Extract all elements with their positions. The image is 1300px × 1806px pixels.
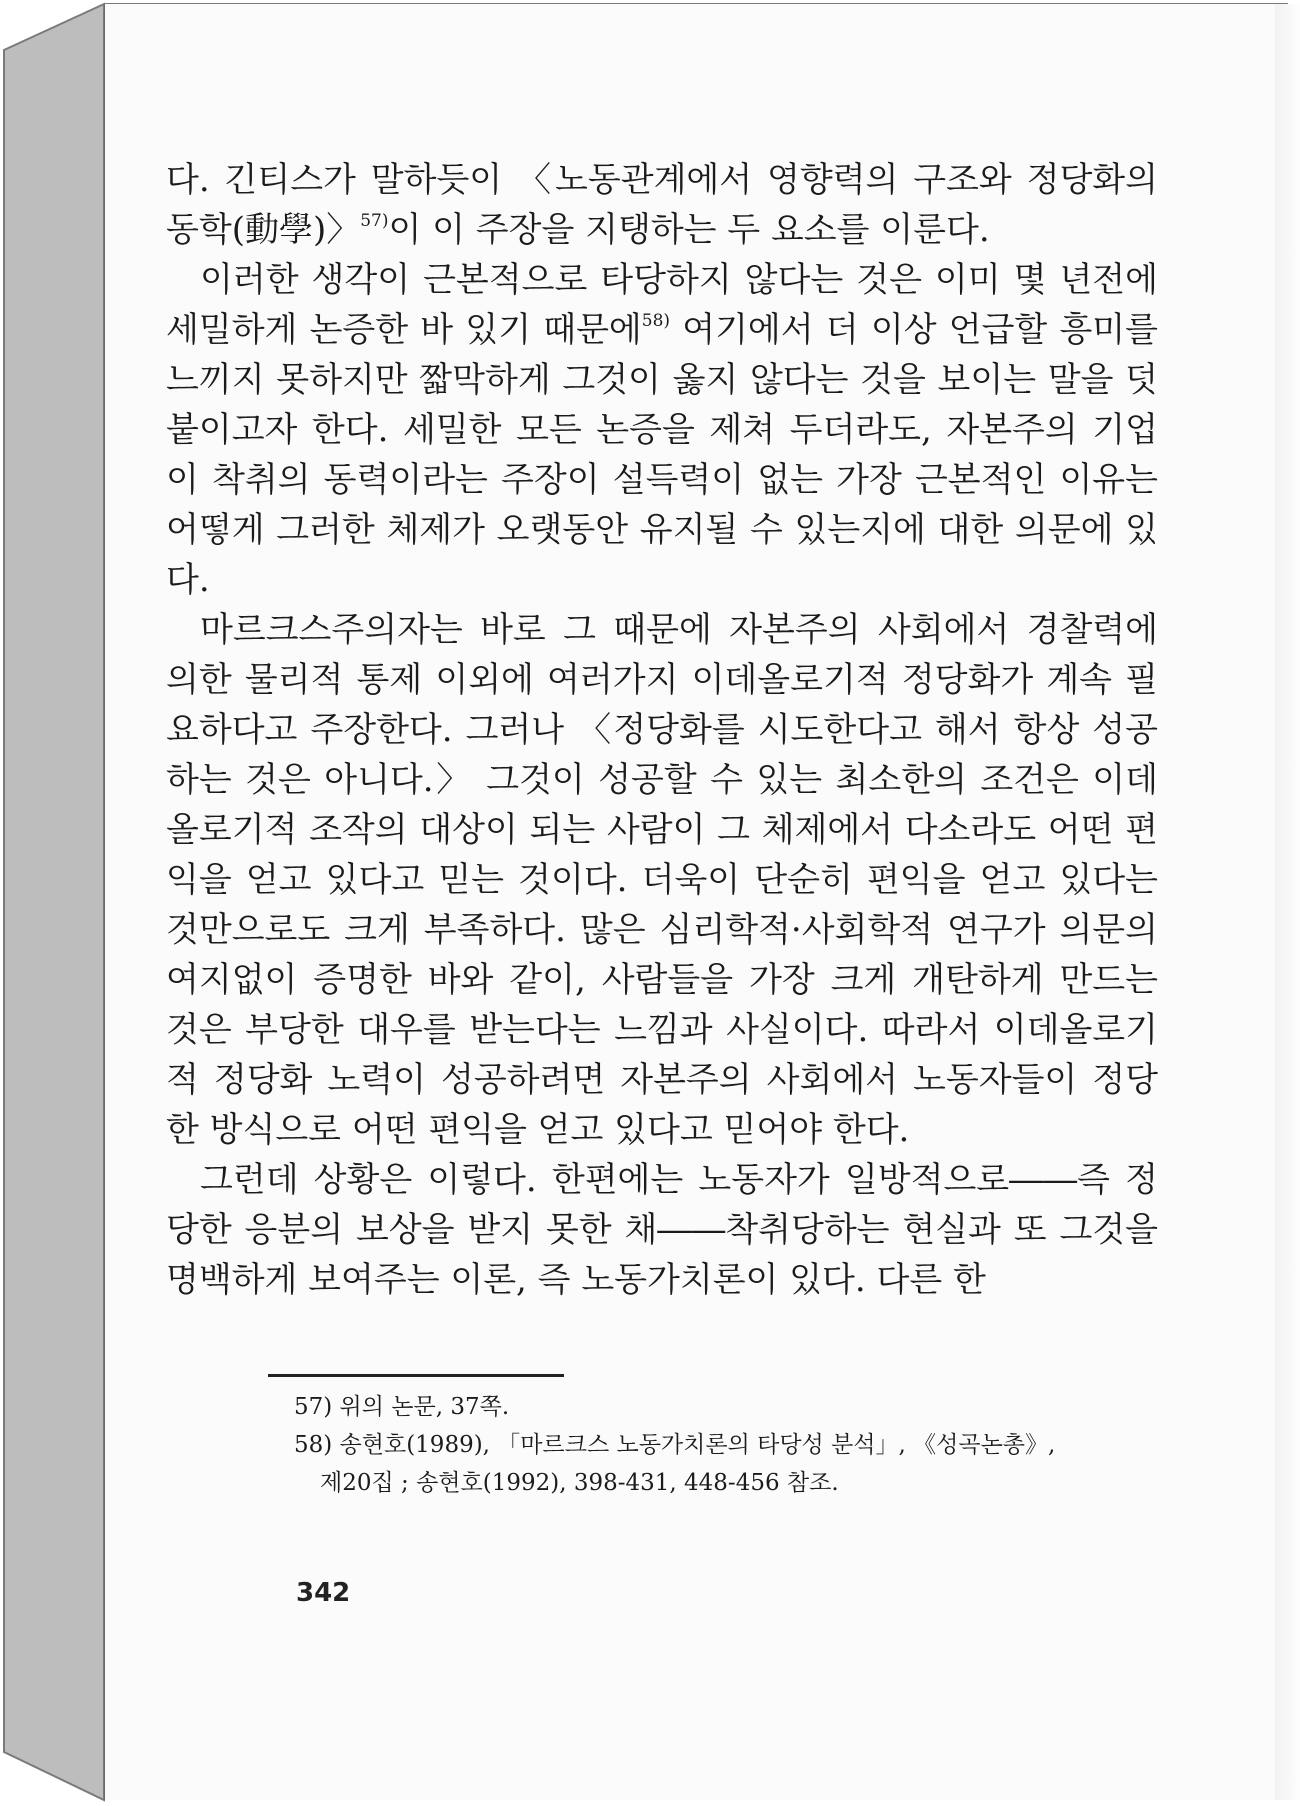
footnote-58 xyxy=(294,1426,1162,1502)
paragraph-1: 다. 긴티스가 말하듯이 〈노동관계에서 영향력의 구조와 정당화의 동학(動學)〉$^{57)}$이 이 주장을 지탱하는 두 요소를 이룬다. xyxy=(166,160,1158,250)
book-spine-edge xyxy=(4,4,104,1800)
body-text xyxy=(166,155,1158,1305)
footnotes xyxy=(294,1388,1162,1502)
paragraph-3: 마르크스주의자는 바로 그 때문에 자본주의 사회에서 경찰력에 의한 물리적 통제 이외에 여러가지 이데올로기적 정당화가 계속 필요하다고 주장한다. 그러나 〈정당화를 시도한다고 해서 항상 성공하는 것은 아니다.〉 그것이 성공할 수 있는 최소한의 조건은 이데올로기적 조작의 대상이 되는 사람이 그 체제에서 다소라도 어떤 편익을 얻고 있다고 믿는 것이다. 더욱이 단순히 편익을 얻고 있다는 것만으로도 크게 부족하다. 많은 심리학적·사회학적 연구가 의문의 여지없이 증명한 바와 같이, 사람들을 가장 크게 개탄하게 만드는 것은 부당한 대우를 받는다는 느낌과 사실이다. 따라서 이데올로기적 정당화 노력이 성공하려면 자본주의 사회에서 노동자들이 정당한 방식으로 어떤 편익을 얻고 있다고 믿어야 한다. xyxy=(166,610,1158,1150)
footnote-57: 57) 위의 논문, 37쪽. xyxy=(294,1394,510,1420)
footnote-58-line-1: 58) 송현호(1989), 「마르크스 노동가치론의 타당성 분석」, 《성곡논총》, xyxy=(294,1432,1056,1458)
paragraph-2: 이러한 생각이 근본적으로 타당하지 않다는 것은 이미 몇 년전에 세밀하게 논증한 바 있기 때문에$^{58)}$ 여기에서 더 이상 언급할 흥미를 느끼지 못하지만 짧막하게 그것이 옳지 않다는 것을 보이는 말을 덧붙이고자 한다. 세밀한 모든 논증을 제쳐 두더라도, 자본주의 기업이 착취의 동력이라는 주장이 설득력이 없는 가장 근본적인 이유는 어떻게 그러한 체제가 오랫동안 유지될 수 있는지에 대한 의문에 있다. xyxy=(166,260,1158,600)
footnote-divider xyxy=(268,1374,564,1377)
paragraph-4: 그런데 상황은 이렇다. 한편에는 노동자가 일방적으로――즉 정당한 응분의 보상을 받지 못한 채――착취당하는 현실과 또 그것을 명백하게 보여주는 이론, 즉 노동가치론이 있다. 다른 한 xyxy=(166,1160,1158,1300)
footnote-ref-57[interactable]: 57) xyxy=(360,211,389,231)
footnote-ref-58[interactable]: 58) xyxy=(641,311,671,331)
footnote-58-line-2: 제20집 ; 송현호(1992), 398-431, 448-456 참조. xyxy=(320,1470,839,1496)
page-number: 342 xyxy=(296,1578,351,1608)
